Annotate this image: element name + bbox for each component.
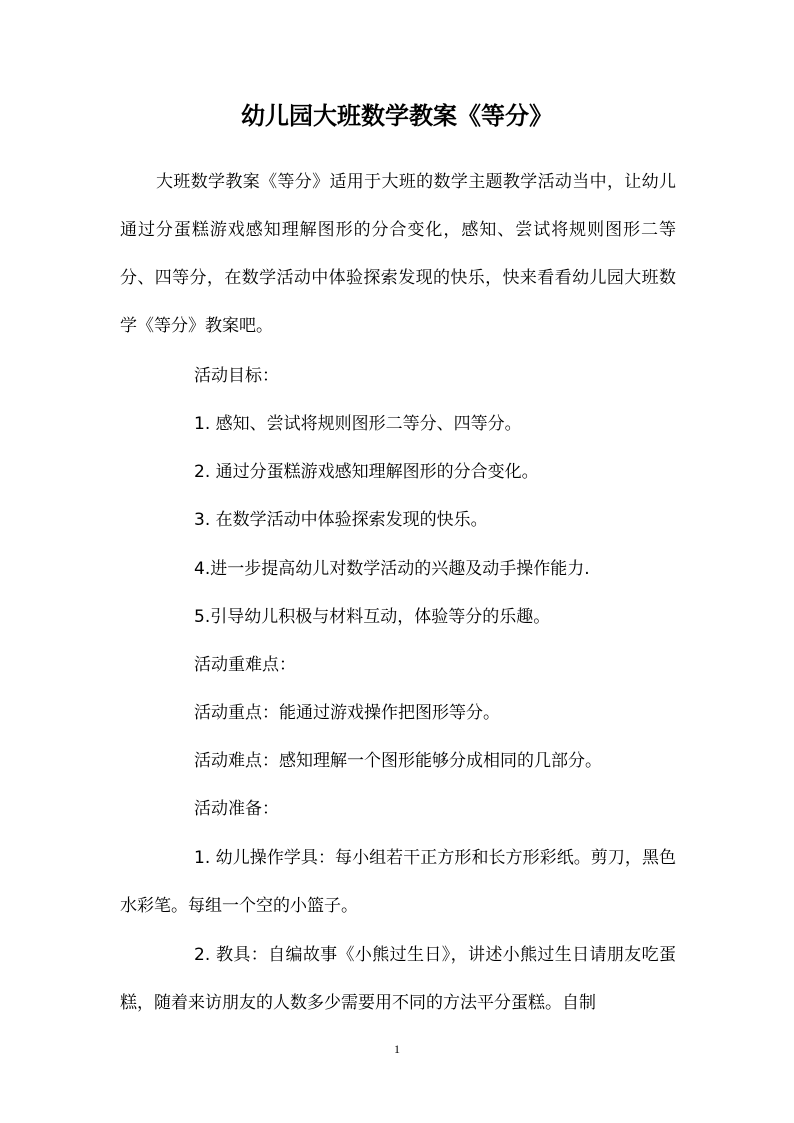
key-points-heading: 活动重难点： <box>194 655 296 675</box>
page-number: 1 <box>394 1042 400 1056</box>
goal-item: 4.进一步提高幼儿对数学活动的兴趣及动手操作能力. <box>194 559 590 579</box>
goal-item: 2. 通过分蛋糕游戏感知理解图形的分合变化。 <box>194 462 539 482</box>
difficult-point: 活动难点：感知理解一个图形能够分成相同的几部分。 <box>194 751 602 771</box>
intro-paragraph: 大班数学教案《等分》适用于大班的数学主题教学活动当中，让幼儿通过分蛋糕游戏感知理解图形的分合变化，感知、尝试将规则图形二等分、四等分，在数学活动中体验探索发现的快乐，快来看看幼儿园大班数学《等分》教案吧。 <box>120 172 676 336</box>
goal-item: 1. 感知、尝试将规则图形二等分、四等分。 <box>194 414 522 434</box>
preparation-heading: 活动准备： <box>194 799 279 819</box>
key-point: 活动重点：能通过游戏操作把图形等分。 <box>194 703 500 723</box>
preparation-item: 2. 教具：自编故事《小熊过生日》，讲述小熊过生日请朋友吃蛋糕，随着来访朋友的人数多少需要用不同的方法平分蛋糕。自制 <box>120 945 676 1013</box>
goals-heading: 活动目标： <box>194 366 279 386</box>
preparation-item: 1. 幼儿操作学具：每小组若干正方形和长方形彩纸。剪刀，黑色水彩笔。每组一个空的小篮子。 <box>120 848 676 916</box>
document-title: 幼儿园大班数学教案《等分》 <box>241 102 553 130</box>
goal-item: 5.引导幼儿积极与材料互动，体验等分的乐趣。 <box>194 607 551 627</box>
goal-item: 3. 在数学活动中体验探索发现的快乐。 <box>194 510 488 530</box>
